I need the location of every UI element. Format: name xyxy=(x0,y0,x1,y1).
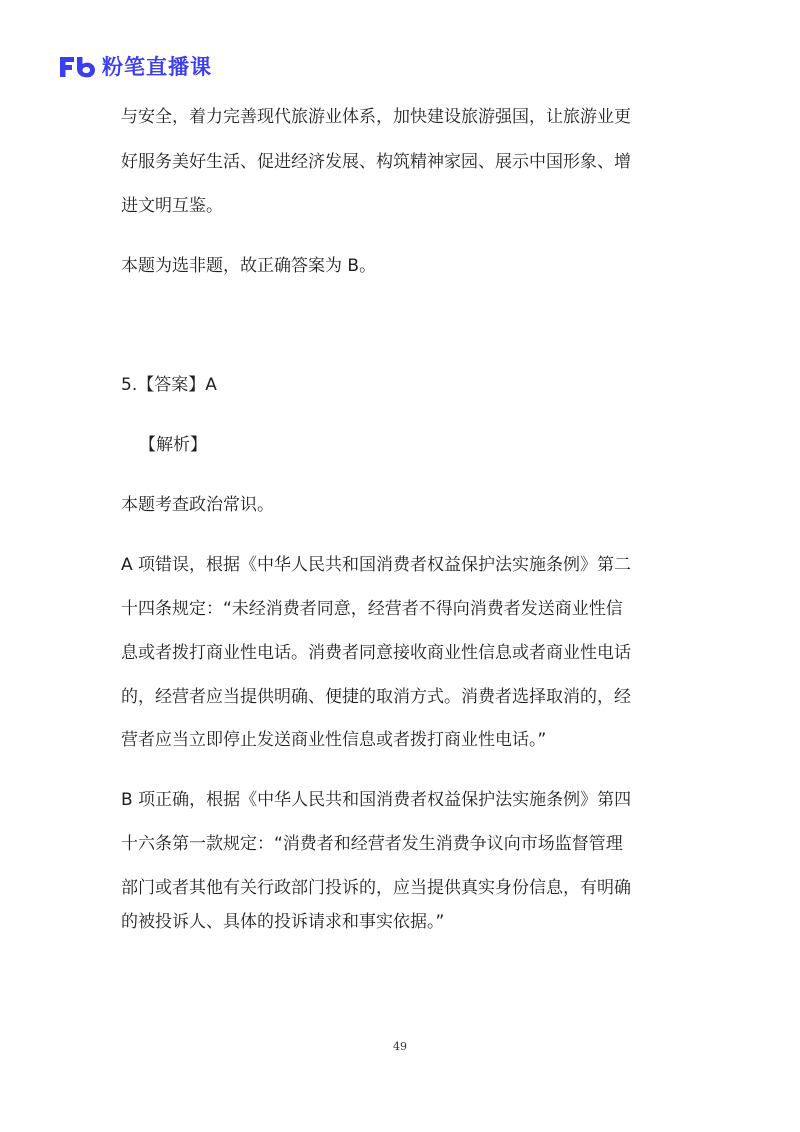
paragraph-line: 进文明互鉴。 xyxy=(121,196,223,216)
answer-heading: 5.【答案】A xyxy=(121,375,217,395)
analysis-heading: 【解析】 xyxy=(139,435,207,455)
option-a-line: 的，经营者应当提供明确、便捷的取消方式。消费者选择取消的，经 xyxy=(121,687,631,707)
brand-logo xyxy=(57,51,212,83)
paragraph-line: 好服务美好生活、促进经济发展、构筑精神家园、展示中国形象、增 xyxy=(121,152,631,172)
option-a-line: A 项错误，根据《中华人民共和国消费者权益保护法实施条例》第二 xyxy=(121,555,632,575)
page-number: 49 xyxy=(393,1040,407,1053)
option-a-line: 十四条规定：“未经消费者同意，经营者不得向消费者发送商业性信 xyxy=(121,599,623,619)
option-b-line: 部门或者其他有关行政部门投诉的，应当提供真实身份信息，有明确 xyxy=(121,878,631,898)
fb-logo-icon xyxy=(57,54,97,80)
option-a-line: 息或者拨打商业性电话。消费者同意接收商业性信息或者商业性电话 xyxy=(121,643,631,663)
option-b-line: 十六条第一款规定：“消费者和经营者发生消费争议向市场监督管理 xyxy=(121,834,623,854)
topic-line: 本题考查政治常识。 xyxy=(121,495,274,515)
option-b-line: 的被投诉人、具体的投诉请求和事实依据。” xyxy=(121,912,445,932)
paragraph-line: 与安全，着力完善现代旅游业体系，加快建设旅游强国，让旅游业更 xyxy=(121,107,631,127)
brand-name: 粉笔直播课 xyxy=(102,54,212,79)
conclusion-line: 本题为选非题，故正确答案为 B。 xyxy=(121,256,377,276)
option-a-line: 营者应当立即停止发送商业性信息或者拨打商业性电话。” xyxy=(121,730,547,750)
option-b-line: B 项正确，根据《中华人民共和国消费者权益保护法实施条例》第四 xyxy=(121,790,632,810)
